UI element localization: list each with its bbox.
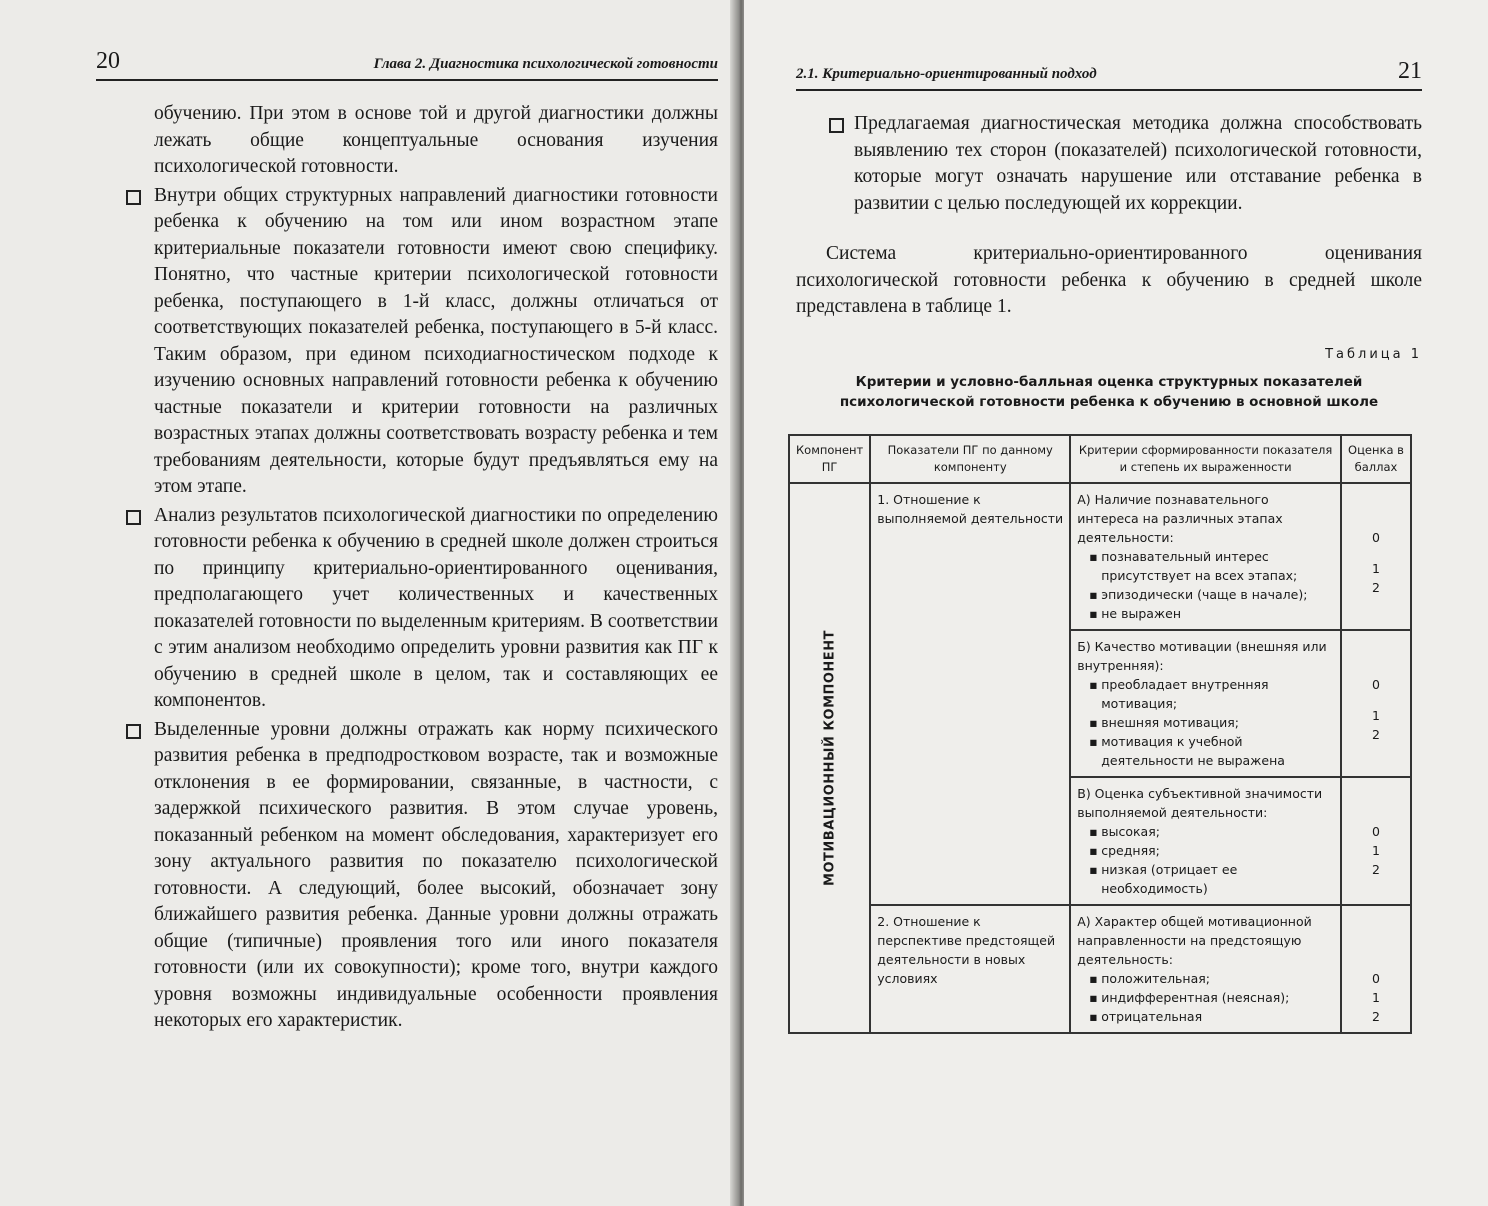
criterion-item: ▪ эпизодически (чаще в начале);: [1077, 585, 1334, 604]
score-cell: [1341, 777, 1411, 905]
score-value: 2: [1372, 579, 1380, 595]
score-cell: [1341, 630, 1411, 777]
running-head: [96, 48, 718, 81]
body-paragraph: Система критериально-ориентированного оценивания психологической готовности ребенка к обучению в средней школе представлена в таблице 1.: [796, 243, 1422, 317]
checkbox-bullet-paragraph: Анализ результатов психологической диагностики по определению готовности ребенка к обучению в средней школе должен строиться по принципу критериально-ориентированного оценивания, предполагающего учет количественных и качественных показателей готовности по выделенным критериям. В соответствии с этим анализом необходимо определить уровни развития как ПГ к обучению в средней школе в целом, так и составляющих ее компонентов.: [96, 503, 718, 715]
score-value: 1: [1372, 560, 1380, 576]
table-title: [796, 372, 1422, 412]
criterion-heading: А) Наличие познавательного интереса на различных этапах деятельности:: [1077, 491, 1283, 545]
chapter-title: Глава 2. Диагностика психологической готовности: [373, 56, 718, 72]
checkbox-bullet-paragraph: Выделенные уровни должны отражать как норму психического развития ребенка в предподростковом возрасте, так и возможные отклонения в ее формировании, связанные, в частности, с задержкой психического развития. В этом случае уровень, показанный ребенком на момент обследования, характеризует его зону актуального развития по показателю психологической готовности. А следующий, более высокий, обозначает зону ближайшего развития ребенка. Данные уровни должны отражать общие (типичные) проявления того или иного показателя готовности (или их совокупности); кроме того, внутри каждого уровня возможны индивидуальные особенности проявления некоторых его характеристик.: [96, 717, 718, 1035]
score-value: 2: [1372, 726, 1380, 742]
header-criteria: Критерии сформированности показателя и степень их выраженности: [1070, 435, 1341, 483]
section-title: 2.1. Критериально-ориентированный подход: [796, 66, 1097, 82]
score-value: 0: [1372, 970, 1380, 986]
table-row: [789, 483, 1411, 630]
page-number: 20: [96, 48, 120, 74]
score-cell: [1341, 905, 1411, 1033]
criteria-cell: [1070, 483, 1341, 630]
criteria-table: [788, 434, 1412, 1034]
criterion-item: ▪ средняя;: [1077, 841, 1334, 860]
checkbox-bullet-paragraph: Предлагаемая диагностическая методика должна способствовать выявлению тех сторон (показателей) психологической готовности, которые могут означать нарушение или отставание ребенка в развитии с целью последующей их коррекции.: [796, 111, 1422, 217]
criterion-item: ▪ мотивация к учебной деятельности не выражена: [1077, 732, 1334, 770]
criteria-cell: [1070, 905, 1341, 1033]
header-component: Компонент ПГ: [789, 435, 870, 483]
component-cell: [789, 483, 870, 1033]
criterion-item: ▪ не выражен: [1077, 604, 1334, 623]
page-body: [96, 101, 718, 1035]
score-cell: [1341, 483, 1411, 630]
right-page: [744, 0, 1488, 1206]
criterion-item: ▪ низкая (отрицает ее необходимость): [1077, 860, 1334, 898]
checkbox-bullet-paragraph: Внутри общих структурных направлений диагностики готовности ребенка к обучению на том или ином возрастном этапе критериальные показатели готовности имеют свою специфику. Понятно, что частные критерии психологической готовности ребенка, поступающего в 1-й класс, должны отличаться от соответствующих показателей ребенка, поступающего в 5-й класс. Таким образом, при едином психодиагностическом подходе к изучению основных направлений готовности ребенка к обучению частные показатели и критерии готовности на различных возрастных этапах должны соответствовать возрасту ребенка и тем требованиям деятельности, которые будут предъявляться ему на этом этапе.: [96, 183, 718, 501]
header-indicators: Показатели ПГ по данному компоненту: [870, 435, 1070, 483]
left-page: [0, 0, 736, 1206]
score-value: 0: [1372, 823, 1380, 839]
indicator-cell: 1. Отношение к выполняемой деятельности: [870, 483, 1070, 905]
header-score: Оценка в баллах: [1341, 435, 1411, 483]
page-number: 21: [1398, 58, 1422, 84]
score-value: 1: [1372, 842, 1380, 858]
criterion-item: ▪ познавательный интерес присутствует на всех этапах;: [1077, 547, 1334, 585]
table-header-row: [789, 435, 1411, 483]
criterion-item: ▪ высокая;: [1077, 822, 1334, 841]
score-value: 0: [1372, 529, 1380, 545]
criterion-heading: В) Оценка субъективной значимости выполняемой деятельности:: [1077, 785, 1323, 820]
criterion-heading: А) Характер общей мотивационной направленности на предстоящую деятельность:: [1077, 913, 1312, 967]
table-row: [789, 905, 1411, 1033]
criterion-heading: Б) Качество мотивации (внешняя или внутренняя):: [1077, 638, 1327, 673]
criterion-item: ▪ отрицательная: [1077, 1007, 1334, 1026]
indicator-cell: 2. Отношение к перспективе предстоящей деятельности в новых условиях: [870, 905, 1070, 1033]
criteria-cell: [1070, 630, 1341, 777]
component-label: МОТИВАЦИОННЫЙ КОМПОНЕНТ: [822, 629, 838, 886]
score-value: 1: [1372, 989, 1380, 1005]
criterion-item: ▪ индифферентная (неясная);: [1077, 988, 1334, 1007]
criterion-item: ▪ преобладает внутренняя мотивация;: [1077, 675, 1334, 713]
table-title-line: психологической готовности ребенка к обучению в основной школе: [839, 393, 1379, 410]
criterion-item: ▪ внешняя мотивация;: [1077, 713, 1334, 732]
score-value: 1: [1372, 707, 1380, 723]
criteria-cell: [1070, 777, 1341, 905]
running-head: [796, 58, 1422, 91]
score-value: 2: [1372, 861, 1380, 877]
criterion-item: ▪ положительная;: [1077, 969, 1334, 988]
table-label: Таблица 1: [1325, 346, 1422, 362]
continued-paragraph: обучению. При этом в основе той и другой диагностики должны лежать общие концептуальные основания изучения психологической готовности.: [154, 103, 718, 177]
score-value: 2: [1372, 1008, 1380, 1024]
score-value: 0: [1372, 676, 1380, 692]
table-title-line: Критерии и условно-балльная оценка структурных показателей: [855, 373, 1363, 390]
page-body: [796, 111, 1422, 321]
